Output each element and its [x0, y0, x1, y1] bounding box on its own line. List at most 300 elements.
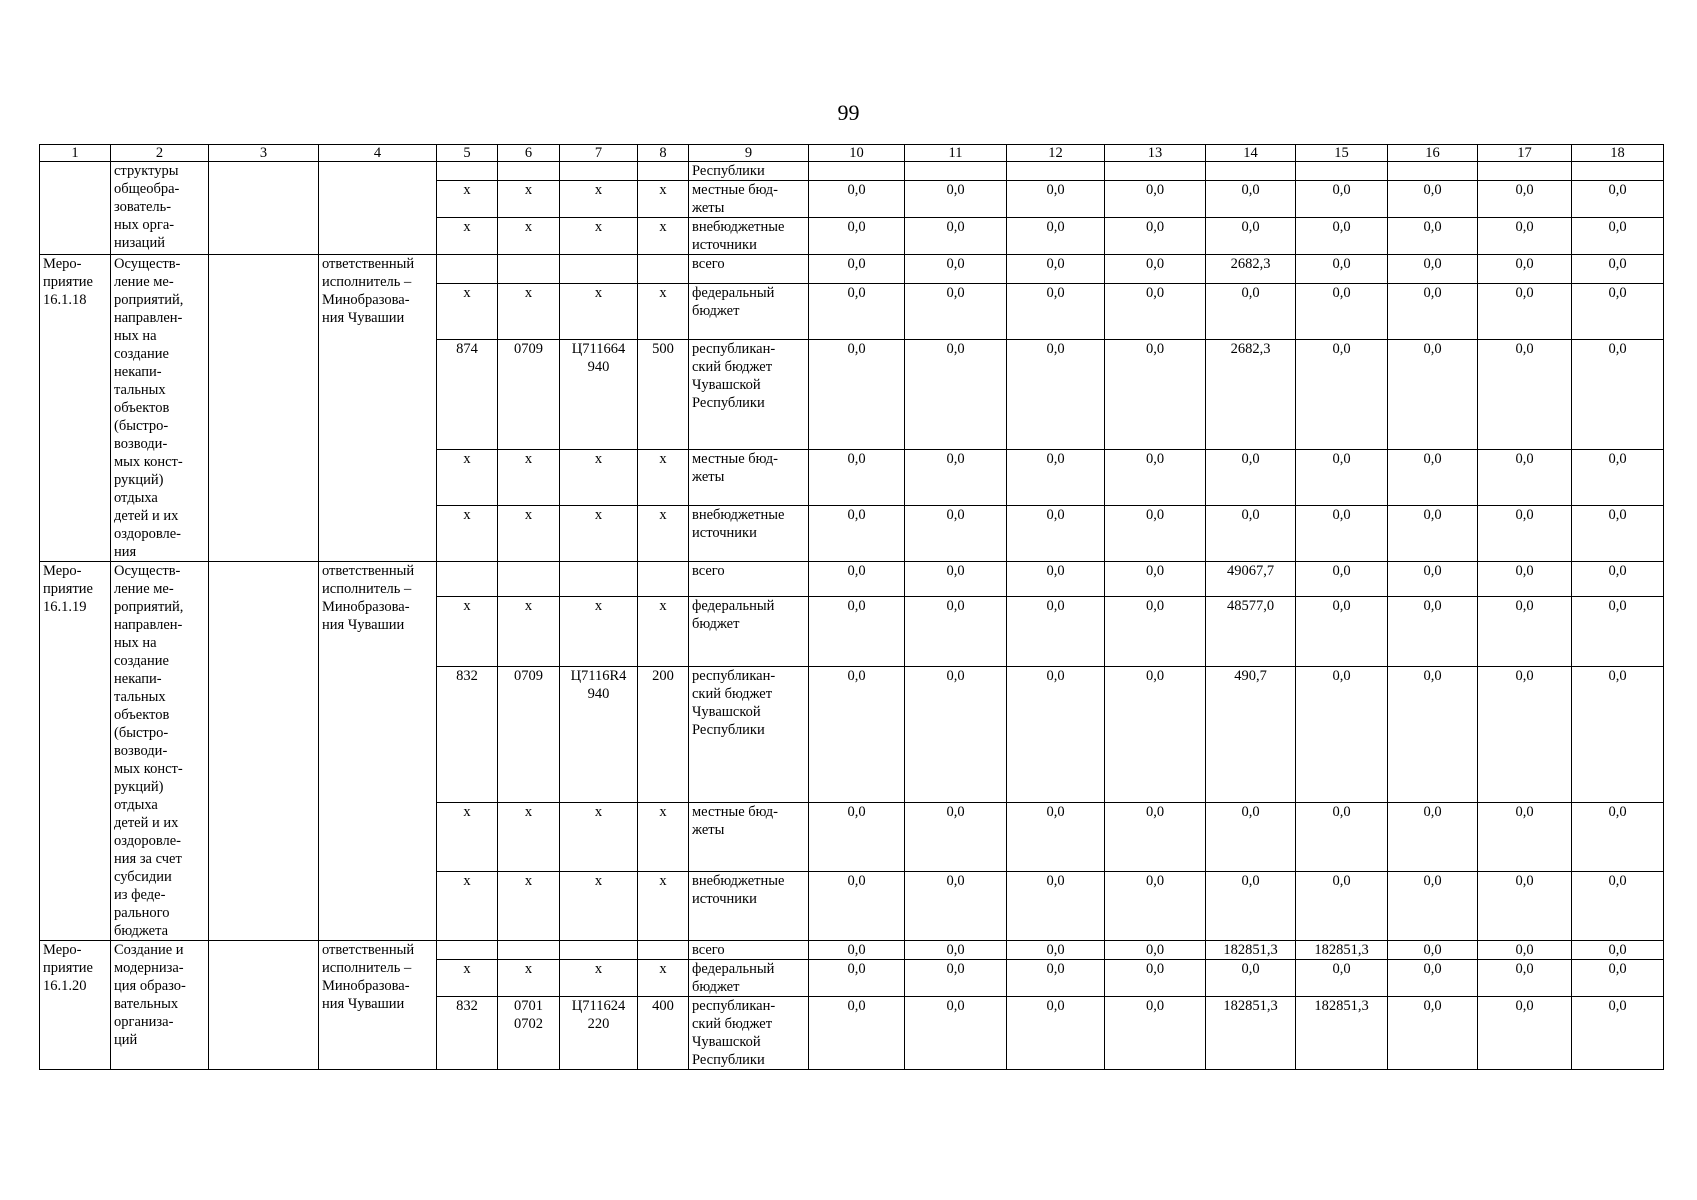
amount-cell: 0,0: [1388, 666, 1478, 802]
activity-name-line: ных орга-: [114, 217, 175, 233]
amount-cell: 0,0: [809, 450, 905, 506]
activity-name-line: ление ме-: [114, 274, 174, 290]
amount-cell: 0,0: [1007, 218, 1105, 255]
amount-cell: 0,0: [1572, 339, 1664, 449]
amount-cell: 0,0: [1206, 283, 1296, 339]
amount-cell: 0,0: [1572, 960, 1664, 997]
budget-code: Ц7116R4 940: [560, 666, 638, 802]
amount-cell: [1572, 162, 1664, 181]
amount-cell: 490,7: [1206, 666, 1296, 802]
budget-code: [560, 162, 638, 181]
amount-cell: 0,0: [905, 562, 1007, 597]
amount-cell: 0,0: [1007, 181, 1105, 218]
amount-cell: 0,0: [1007, 450, 1105, 506]
budget-code: х: [437, 283, 498, 339]
amount-cell: 0,0: [905, 506, 1007, 562]
budget-code: х: [437, 802, 498, 871]
column-number: 17: [1478, 145, 1572, 162]
budget-code: [560, 562, 638, 597]
activity-name-line: зователь-: [114, 199, 172, 215]
amount-cell: [1478, 162, 1572, 181]
amount-cell: 0,0: [1478, 218, 1572, 255]
funding-source: [689, 181, 809, 218]
funding-source-line: источники: [692, 890, 757, 907]
executor-cell: [319, 562, 437, 941]
amount-cell: 0,0: [1572, 562, 1664, 597]
budget-code: х: [560, 506, 638, 562]
budget-code: 874: [437, 339, 498, 449]
amount-cell: 0,0: [1105, 597, 1206, 666]
budget-code: х: [638, 450, 689, 506]
amount-cell: [1206, 162, 1296, 181]
budget-code: х: [498, 450, 560, 506]
amount-cell: 0,0: [1478, 283, 1572, 339]
budget-code: х: [560, 450, 638, 506]
activity-id-cell: [40, 941, 111, 1070]
amount-cell: 0,0: [1478, 871, 1572, 940]
activity-name-line: бюджета: [114, 923, 169, 939]
activity-id-cell: [40, 162, 111, 255]
activity-name-line: модерниза-: [114, 960, 184, 976]
activity-name-line: мых конст-: [114, 761, 183, 777]
amount-cell: 0,0: [1206, 181, 1296, 218]
amount-cell: 0,0: [1572, 506, 1664, 562]
amount-cell: 0,0: [1105, 562, 1206, 597]
amount-cell: 49067,7: [1206, 562, 1296, 597]
budget-code: х: [560, 283, 638, 339]
amount-cell: 0,0: [1572, 450, 1664, 506]
amount-cell: 0,0: [1388, 181, 1478, 218]
amount-cell: 0,0: [1572, 181, 1664, 218]
funding-source-line: жеты: [692, 469, 725, 486]
amount-cell: 0,0: [1388, 871, 1478, 940]
amount-cell: [1007, 162, 1105, 181]
budget-code: 200: [638, 666, 689, 802]
amount-cell: 0,0: [1572, 802, 1664, 871]
activity-name-line: создание: [114, 653, 169, 669]
amount-cell: [809, 162, 905, 181]
funding-source-line: Республики: [692, 721, 765, 738]
amount-cell: 0,0: [1105, 255, 1206, 284]
budget-code: [638, 162, 689, 181]
activity-name-line: отдыха: [114, 490, 158, 506]
budget-code: х: [498, 506, 560, 562]
executor-cell: [319, 255, 437, 562]
budget-code: х: [437, 871, 498, 940]
column-number: 14: [1206, 145, 1296, 162]
funding-source-line: Республики: [692, 1052, 765, 1068]
amount-cell: 0,0: [1388, 506, 1478, 562]
amount-cell: 0,0: [1388, 802, 1478, 871]
budget-code: х: [638, 181, 689, 218]
activity-name-line: субсидии: [114, 869, 172, 885]
amount-cell: 0,0: [1478, 597, 1572, 666]
amount-cell: 0,0: [1007, 339, 1105, 449]
budget-code: х: [560, 218, 638, 255]
amount-cell: 0,0: [1007, 255, 1105, 284]
amount-cell: 0,0: [1206, 871, 1296, 940]
budget-code: [437, 562, 498, 597]
funding-source-line: жеты: [692, 200, 725, 216]
funding-source-line: ский бюджет: [692, 1016, 773, 1032]
amount-cell: 0,0: [1388, 562, 1478, 597]
activity-name-line: роприятий,: [114, 292, 184, 308]
activity-name-line: ция образо-: [114, 978, 186, 994]
activity-id-line: 16.1.19: [43, 599, 87, 615]
budget-code: х: [437, 960, 498, 997]
header-row: [40, 145, 1664, 162]
activity-name-cell: [111, 941, 209, 1070]
budget-code: х: [498, 181, 560, 218]
activity-name-line: низаций: [114, 235, 165, 251]
column-number: 10: [809, 145, 905, 162]
funding-source-line: Чувашской: [692, 1034, 761, 1050]
activity-name-line: направлен-: [114, 310, 183, 326]
budget-code: х: [560, 597, 638, 666]
col3-cell: [209, 162, 319, 255]
budget-code: [560, 255, 638, 284]
executor-line: ния Чувашии: [322, 617, 405, 633]
budget-code: [498, 562, 560, 597]
budget-code: х: [498, 871, 560, 940]
activity-name-line: объектов: [114, 400, 170, 416]
amount-cell: 0,0: [1388, 255, 1478, 284]
activity-name-line: общеобра-: [114, 181, 180, 197]
budget-table: [39, 144, 1664, 1070]
executor-line: ответственный: [322, 563, 415, 579]
budget-code: [498, 162, 560, 181]
amount-cell: 0,0: [1105, 941, 1206, 960]
amount-cell: 0,0: [1296, 450, 1388, 506]
budget-code: х: [560, 181, 638, 218]
funding-source: [689, 597, 809, 666]
budget-code: [638, 255, 689, 284]
budget-code: 832: [437, 666, 498, 802]
amount-cell: 0,0: [1388, 283, 1478, 339]
amount-cell: 0,0: [1572, 597, 1664, 666]
amount-cell: 0,0: [809, 597, 905, 666]
amount-cell: 0,0: [1388, 960, 1478, 997]
amount-cell: 0,0: [1105, 218, 1206, 255]
activity-name-cell: [111, 162, 209, 255]
activity-name-line: структуры: [114, 163, 179, 179]
column-number: 2: [111, 145, 209, 162]
amount-cell: 0,0: [1206, 960, 1296, 997]
column-number: 12: [1007, 145, 1105, 162]
budget-code: х: [638, 283, 689, 339]
amount-cell: 0,0: [1007, 941, 1105, 960]
activity-id-cell: [40, 255, 111, 562]
amount-cell: 0,0: [1388, 218, 1478, 255]
amount-cell: 0,0: [1296, 181, 1388, 218]
amount-cell: 0,0: [1478, 666, 1572, 802]
amount-cell: 182851,3: [1296, 941, 1388, 960]
amount-cell: 0,0: [1007, 562, 1105, 597]
amount-cell: 0,0: [1572, 283, 1664, 339]
funding-source: [689, 802, 809, 871]
amount-cell: 0,0: [809, 960, 905, 997]
budget-code: х: [437, 450, 498, 506]
amount-cell: 2682,3: [1206, 255, 1296, 284]
amount-cell: 0,0: [809, 181, 905, 218]
amount-cell: 0,0: [905, 666, 1007, 802]
amount-cell: 0,0: [1296, 562, 1388, 597]
amount-cell: 0,0: [1105, 997, 1206, 1070]
executor-line: Минобразова-: [322, 292, 410, 308]
table-body: [40, 145, 1664, 1070]
amount-cell: 0,0: [809, 218, 905, 255]
activity-name-line: организа-: [114, 1014, 174, 1030]
budget-code: х: [638, 597, 689, 666]
funding-source-line: республикан-: [692, 998, 776, 1014]
funding-source-line: жеты: [692, 821, 725, 838]
activity-id-cell: [40, 562, 111, 941]
funding-source: [689, 997, 809, 1070]
amount-cell: 0,0: [1388, 339, 1478, 449]
funding-source: [689, 666, 809, 802]
activity-id-line: 16.1.18: [43, 292, 87, 308]
activity-name-line: ния: [114, 544, 137, 560]
activity-name-line: некапи-: [114, 671, 162, 687]
budget-code: х: [498, 802, 560, 871]
budget-code: х: [437, 181, 498, 218]
activity-name-line: Создание и: [114, 942, 184, 958]
budget-code: х: [437, 597, 498, 666]
funding-source-line: всего: [692, 256, 725, 272]
column-number: 5: [437, 145, 498, 162]
budget-code: х: [638, 960, 689, 997]
amount-cell: 0,0: [1007, 871, 1105, 940]
activity-name-line: оздоровле-: [114, 833, 181, 849]
amount-cell: 0,0: [1296, 666, 1388, 802]
activity-name-line: ций: [114, 1032, 138, 1048]
funding-source-line: Республики: [692, 163, 765, 179]
amount-cell: 0,0: [809, 666, 905, 802]
activity-name-line: детей и их: [114, 815, 179, 831]
funding-source-line: местные бюд-: [692, 182, 778, 198]
table-row: [40, 562, 1664, 597]
funding-source-line: Чувашской: [692, 376, 761, 393]
amount-cell: 0,0: [1105, 181, 1206, 218]
executor-line: исполнитель –: [322, 274, 412, 290]
funding-source-line: всего: [692, 942, 725, 958]
funding-source-line: бюджет: [692, 302, 740, 319]
activity-name-line: вательных: [114, 996, 179, 1012]
budget-code: [638, 941, 689, 960]
table-row: [40, 162, 1664, 181]
executor-cell: [319, 162, 437, 255]
budget-code: х: [498, 597, 560, 666]
column-number: 11: [905, 145, 1007, 162]
activity-name-line: ных на: [114, 635, 157, 651]
executor-line: ния Чувашии: [322, 996, 405, 1012]
amount-cell: 0,0: [1478, 802, 1572, 871]
budget-code: х: [437, 218, 498, 255]
budget-code: Ц711624 220: [560, 997, 638, 1070]
funding-source: [689, 218, 809, 255]
budget-code: [638, 562, 689, 597]
funding-source: [689, 255, 809, 284]
amount-cell: 0,0: [905, 218, 1007, 255]
budget-code: х: [638, 506, 689, 562]
executor-line: ответственный: [322, 942, 415, 958]
amount-cell: 0,0: [809, 339, 905, 449]
funding-source: [689, 339, 809, 449]
budget-code: [498, 255, 560, 284]
activity-name-line: (быстро-: [114, 725, 169, 741]
amount-cell: 0,0: [1206, 506, 1296, 562]
budget-code: [498, 941, 560, 960]
amount-cell: 0,0: [1296, 283, 1388, 339]
funding-source-line: федеральный: [692, 598, 775, 615]
amount-cell: 0,0: [1296, 218, 1388, 255]
amount-cell: [1388, 162, 1478, 181]
column-number: 15: [1296, 145, 1388, 162]
budget-code: Ц711664 940: [560, 339, 638, 449]
funding-source-line: Республики: [692, 394, 765, 411]
amount-cell: 0,0: [1388, 941, 1478, 960]
funding-source: [689, 960, 809, 997]
col3-cell: [209, 255, 319, 562]
amount-cell: 0,0: [1206, 450, 1296, 506]
activity-name-cell: [111, 255, 209, 562]
activity-name-line: отдыха: [114, 797, 158, 813]
budget-code: х: [560, 871, 638, 940]
funding-source-line: федеральный: [692, 961, 775, 977]
activity-id-line: приятие: [43, 581, 93, 597]
column-number: 8: [638, 145, 689, 162]
funding-source: [689, 283, 809, 339]
funding-source: [689, 450, 809, 506]
amount-cell: 0,0: [1572, 941, 1664, 960]
amount-cell: 0,0: [905, 960, 1007, 997]
funding-source-line: внебюджетные: [692, 507, 785, 524]
amount-cell: [905, 162, 1007, 181]
column-number: 1: [40, 145, 111, 162]
budget-code: х: [498, 283, 560, 339]
amount-cell: 0,0: [809, 283, 905, 339]
funding-source-line: бюджет: [692, 979, 740, 995]
amount-cell: 0,0: [1105, 666, 1206, 802]
amount-cell: 0,0: [1105, 506, 1206, 562]
funding-source-line: бюджет: [692, 616, 740, 633]
amount-cell: 0,0: [1007, 506, 1105, 562]
amount-cell: 2682,3: [1206, 339, 1296, 449]
amount-cell: 0,0: [1105, 283, 1206, 339]
budget-code: 400: [638, 997, 689, 1070]
column-number: 4: [319, 145, 437, 162]
amount-cell: 0,0: [1206, 802, 1296, 871]
amount-cell: 0,0: [1105, 871, 1206, 940]
activity-id-line: 16.1.20: [43, 978, 87, 994]
amount-cell: 0,0: [809, 506, 905, 562]
column-number: 9: [689, 145, 809, 162]
column-number: 7: [560, 145, 638, 162]
activity-name-line: рального: [114, 905, 170, 921]
activity-name-cell: [111, 562, 209, 941]
page-number: 99: [837, 100, 860, 125]
activity-id-line: Меро-: [43, 563, 82, 579]
budget-code: х: [498, 960, 560, 997]
amount-cell: 0,0: [1478, 562, 1572, 597]
amount-cell: 0,0: [905, 597, 1007, 666]
funding-source-line: Чувашской: [692, 703, 761, 720]
activity-name-line: тальных: [114, 689, 166, 705]
budget-code: х: [560, 960, 638, 997]
funding-source: [689, 941, 809, 960]
amount-cell: 0,0: [809, 997, 905, 1070]
amount-cell: 0,0: [905, 255, 1007, 284]
amount-cell: 182851,3: [1296, 997, 1388, 1070]
budget-code: 832: [437, 997, 498, 1070]
activity-id-line: приятие: [43, 274, 93, 290]
amount-cell: 0,0: [1388, 450, 1478, 506]
budget-code: [437, 255, 498, 284]
amount-cell: 0,0: [1478, 255, 1572, 284]
activity-name-line: ление ме-: [114, 581, 174, 597]
amount-cell: 0,0: [809, 871, 905, 940]
activity-name-line: ния за счет: [114, 851, 182, 867]
amount-cell: 0,0: [1572, 255, 1664, 284]
executor-line: ния Чувашии: [322, 310, 405, 326]
funding-source-line: федеральный: [692, 284, 775, 301]
amount-cell: 0,0: [1296, 255, 1388, 284]
activity-name-line: рукций): [114, 779, 164, 795]
amount-cell: 0,0: [1007, 960, 1105, 997]
amount-cell: 0,0: [1007, 283, 1105, 339]
budget-code: х: [437, 506, 498, 562]
amount-cell: 0,0: [1296, 597, 1388, 666]
funding-source: [689, 871, 809, 940]
budget-code: [560, 941, 638, 960]
col3-cell: [209, 941, 319, 1070]
amount-cell: 0,0: [905, 871, 1007, 940]
amount-cell: 0,0: [1296, 871, 1388, 940]
funding-source-line: республикан-: [692, 340, 776, 357]
amount-cell: 0,0: [905, 941, 1007, 960]
amount-cell: 0,0: [905, 339, 1007, 449]
executor-line: исполнитель –: [322, 960, 412, 976]
amount-cell: 0,0: [809, 255, 905, 284]
column-number: 16: [1388, 145, 1478, 162]
activity-name-line: рукций): [114, 472, 164, 488]
amount-cell: 0,0: [1478, 941, 1572, 960]
amount-cell: 0,0: [1572, 871, 1664, 940]
executor-line: ответственный: [322, 256, 415, 272]
funding-source-line: всего: [692, 563, 725, 579]
activity-name-line: детей и их: [114, 508, 179, 524]
budget-code: 0709: [498, 666, 560, 802]
funding-source: [689, 562, 809, 597]
budget-code: х: [638, 802, 689, 871]
amount-cell: 0,0: [905, 997, 1007, 1070]
activity-name-line: роприятий,: [114, 599, 184, 615]
amount-cell: 0,0: [809, 941, 905, 960]
activity-name-line: оздоровле-: [114, 526, 181, 542]
amount-cell: 0,0: [1296, 506, 1388, 562]
activity-id-line: приятие: [43, 960, 93, 976]
funding-source: [689, 506, 809, 562]
amount-cell: 182851,3: [1206, 941, 1296, 960]
amount-cell: 0,0: [1478, 339, 1572, 449]
amount-cell: 0,0: [905, 181, 1007, 218]
amount-cell: 0,0: [1206, 218, 1296, 255]
activity-id-line: Меро-: [43, 256, 82, 272]
column-number: 18: [1572, 145, 1664, 162]
amount-cell: 0,0: [1105, 450, 1206, 506]
budget-code: х: [498, 218, 560, 255]
executor-line: Минобразова-: [322, 599, 410, 615]
